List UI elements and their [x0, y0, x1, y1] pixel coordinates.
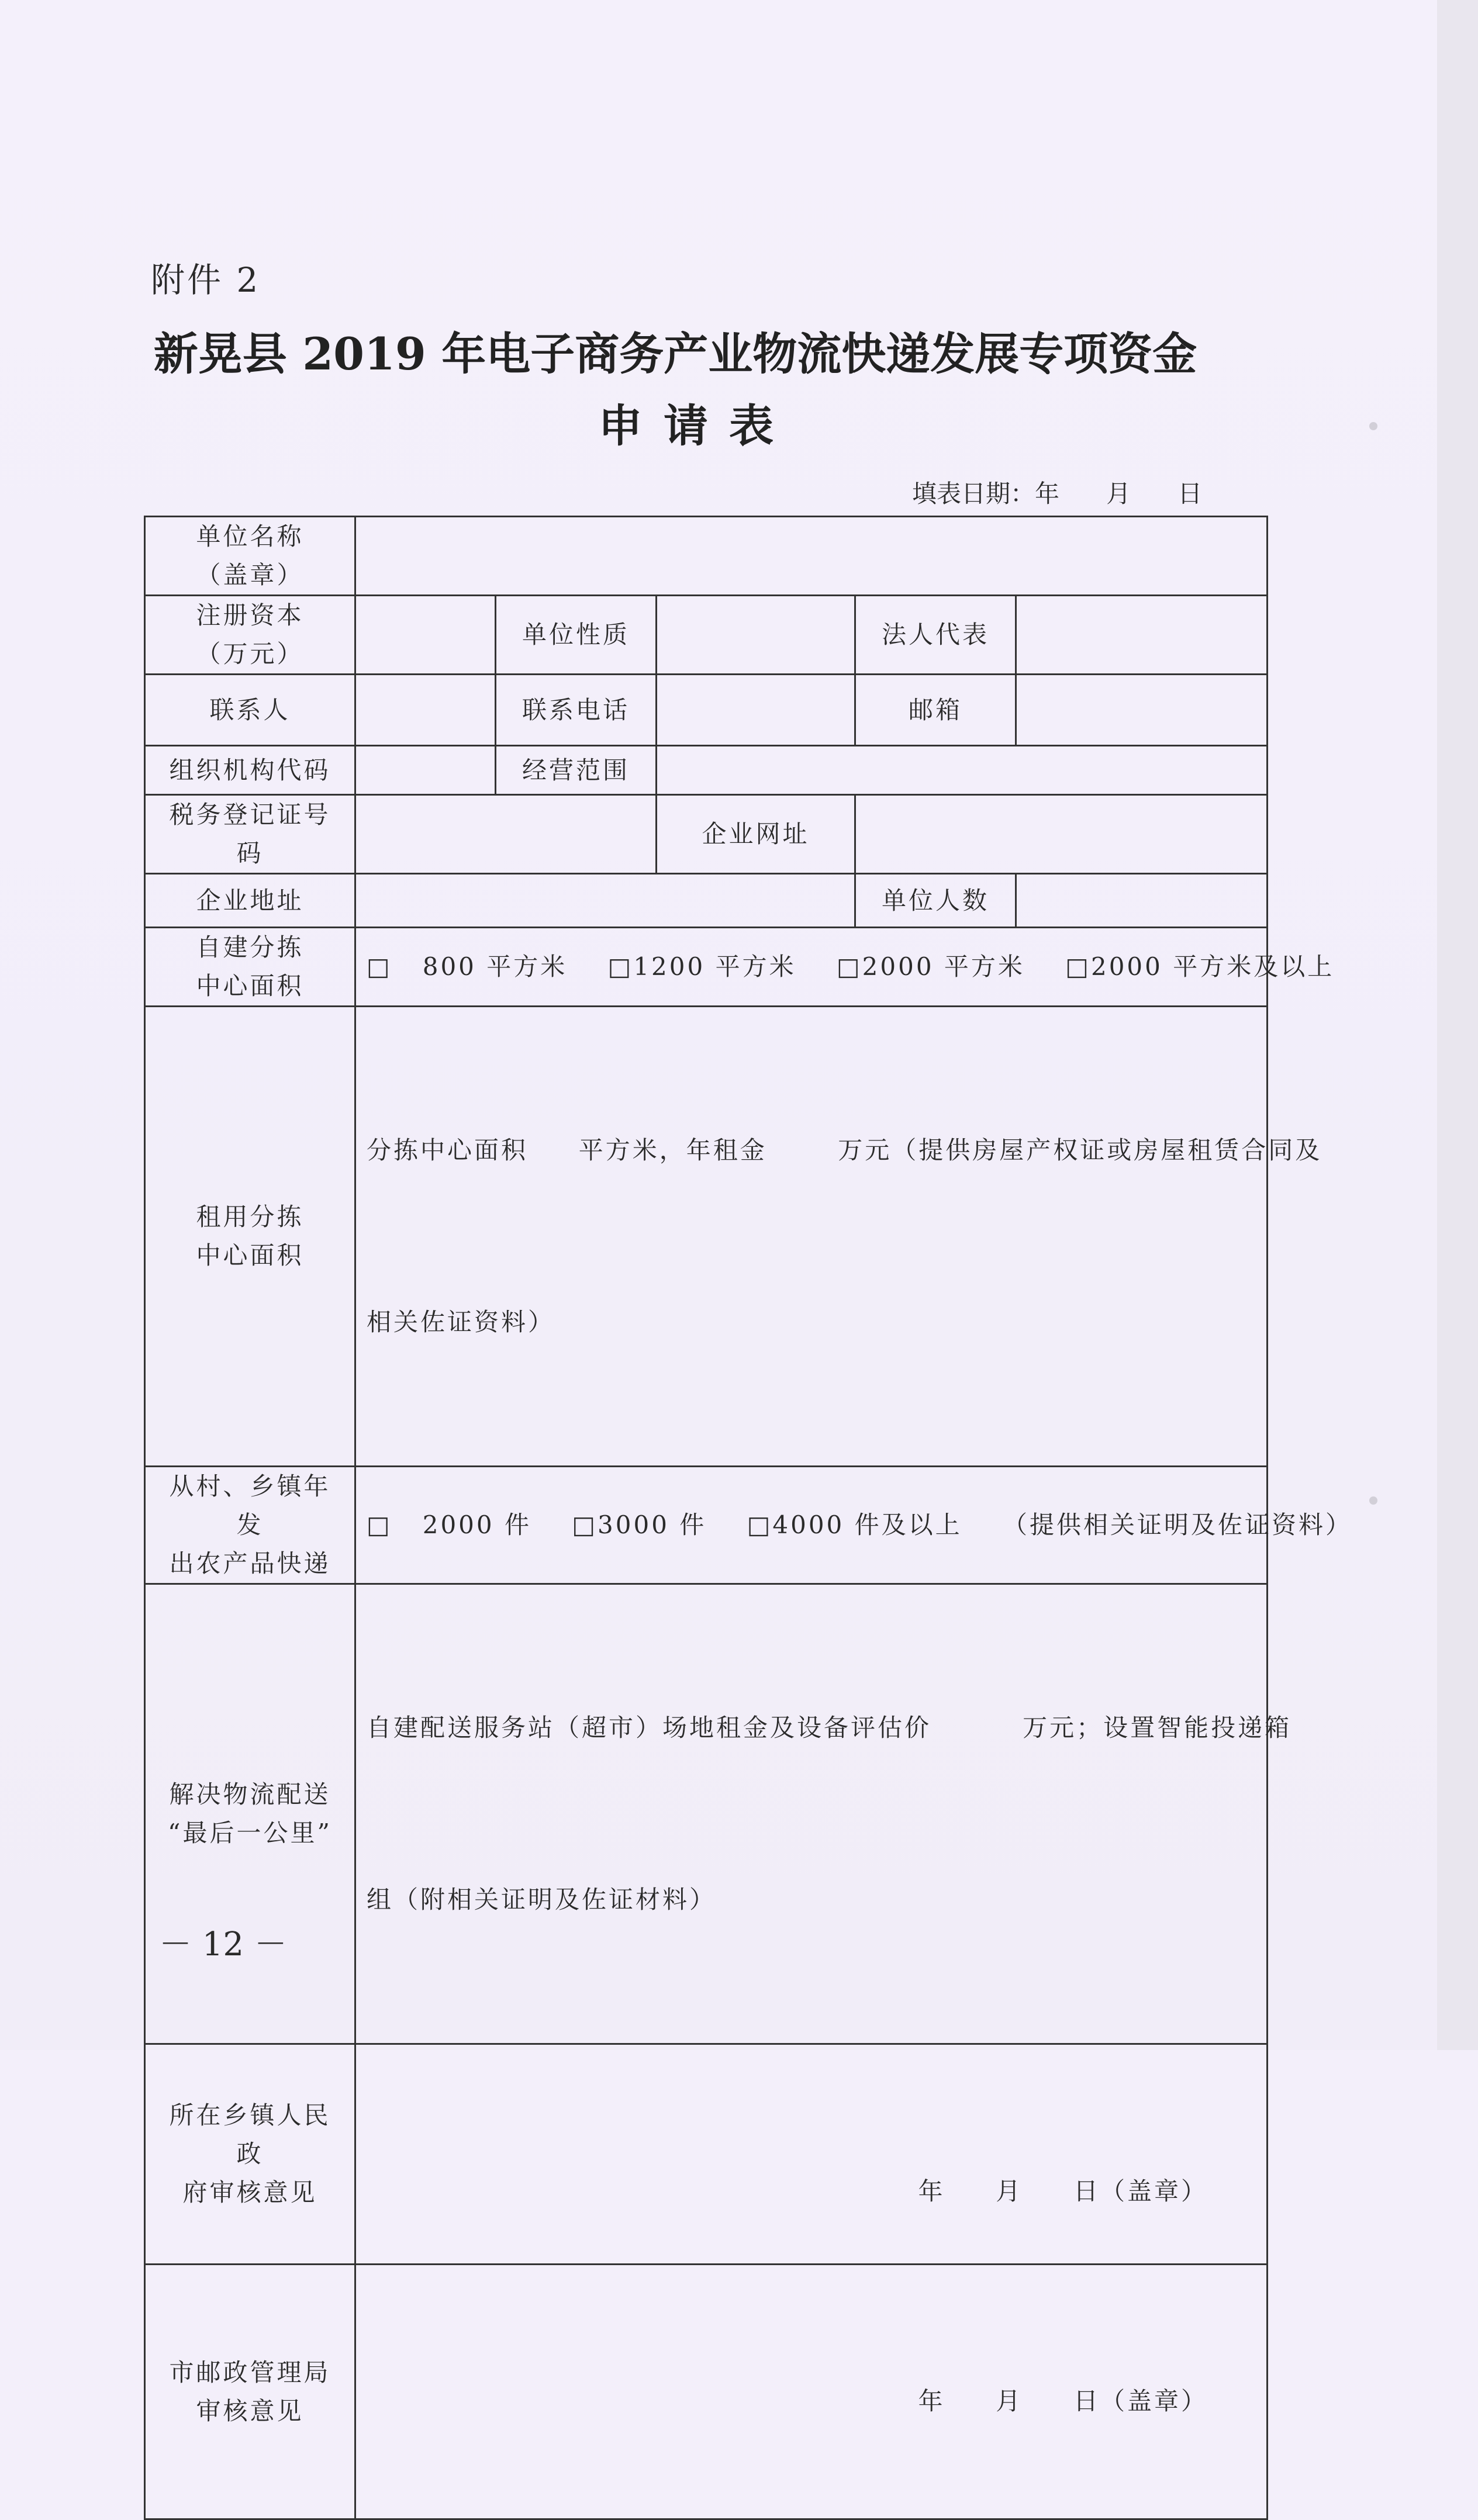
contact-field[interactable]	[355, 675, 496, 746]
table-row	[145, 928, 1268, 1007]
business-scope-label: 经营范围	[496, 746, 657, 795]
self-built-area-options[interactable]: □ 800 平方米 □1200 平方米 □2000 平方米 □2000 平方米及以上	[355, 928, 1268, 1007]
unit-name-field[interactable]	[355, 517, 1268, 596]
email-field[interactable]	[1016, 675, 1268, 746]
unit-nature-label: 单位性质	[496, 596, 657, 675]
tax-reg-label: 税务登记证号码	[145, 795, 355, 874]
website-label: 企业网址	[657, 795, 855, 874]
page-number: － 12 －	[159, 1926, 287, 1964]
legal-rep-label: 法人代表	[855, 596, 1016, 675]
postal-sign-date: 年 月 日（盖章）	[918, 2387, 1208, 2415]
org-code-label: 组织机构代码	[145, 746, 355, 795]
table-row	[145, 675, 1268, 746]
township-sign-date: 年 月 日（盖章）	[918, 2177, 1208, 2206]
website-field[interactable]	[855, 795, 1268, 874]
table-row	[145, 517, 1268, 596]
table-row	[145, 874, 1268, 928]
unit-name-label: 单位名称 （盖章）	[145, 517, 355, 596]
rented-center-label: 租用分拣 中心面积	[145, 1007, 355, 1467]
form-title: 新晃县 2019 年电子商务产业物流快递发展专项资金	[153, 328, 1197, 380]
last-mile-field[interactable]: 自建配送服务站（超市）场地租金及设备评估价 万元；设置智能投递箱 组（附相关证明及佐证材料）	[355, 1584, 1268, 2044]
phone-label: 联系电话	[496, 675, 657, 746]
punch-hole-mark	[1369, 1496, 1377, 1505]
table-row	[145, 1007, 1268, 1467]
unit-nature-field[interactable]	[657, 596, 855, 675]
postal-review-field[interactable]	[355, 2265, 1268, 2519]
last-mile-label: 解决物流配送 “最后一公里”	[145, 1584, 355, 2044]
table-row	[145, 1584, 1268, 2044]
business-scope-field[interactable]	[657, 746, 1268, 795]
tax-reg-field[interactable]	[355, 795, 657, 874]
village-express-label: 从村、乡镇年发 出农产品快递	[145, 1467, 355, 1584]
contact-label: 联系人	[145, 675, 355, 746]
reg-capital-label: 注册资本 （万元）	[145, 596, 355, 675]
phone-field[interactable]	[657, 675, 855, 746]
fill-date: 填表日期：年 月 日	[912, 479, 1203, 508]
rented-area-field[interactable]: 分拣中心面积 平方米，年租金 万元（提供房屋产权证或房屋租赁合同及 相关佐证资料）	[355, 1007, 1268, 1467]
address-field[interactable]	[355, 874, 855, 928]
email-label: 邮箱	[855, 675, 1016, 746]
self-built-center-label: 自建分拣 中心面积	[145, 928, 355, 1007]
township-review-label: 所在乡镇人民政 府审核意见	[145, 2044, 355, 2265]
org-code-field[interactable]	[355, 746, 496, 795]
village-express-options[interactable]: □ 2000 件 □3000 件 □4000 件及以上 （提供相关证明及佐证资料）	[355, 1467, 1268, 1584]
address-label: 企业地址	[145, 874, 355, 928]
table-row	[145, 1467, 1268, 1584]
staff-count-field[interactable]	[1016, 874, 1268, 928]
form-subtitle: 申请表	[598, 400, 795, 452]
table-row	[145, 746, 1268, 795]
table-row	[145, 596, 1268, 675]
table-row	[145, 2265, 1268, 2519]
legal-rep-field[interactable]	[1016, 596, 1268, 675]
reg-capital-field[interactable]	[355, 596, 496, 675]
application-form-table	[144, 516, 1353, 2520]
table-row	[145, 795, 1268, 874]
scan-edge	[1437, 0, 1478, 2050]
staff-count-label: 单位人数	[855, 874, 1016, 928]
postal-review-label: 市邮政管理局 审核意见	[145, 2265, 355, 2519]
attachment-label: 附件 2	[151, 260, 261, 300]
township-review-field[interactable]	[355, 2044, 1268, 2265]
table-row	[145, 2044, 1268, 2265]
